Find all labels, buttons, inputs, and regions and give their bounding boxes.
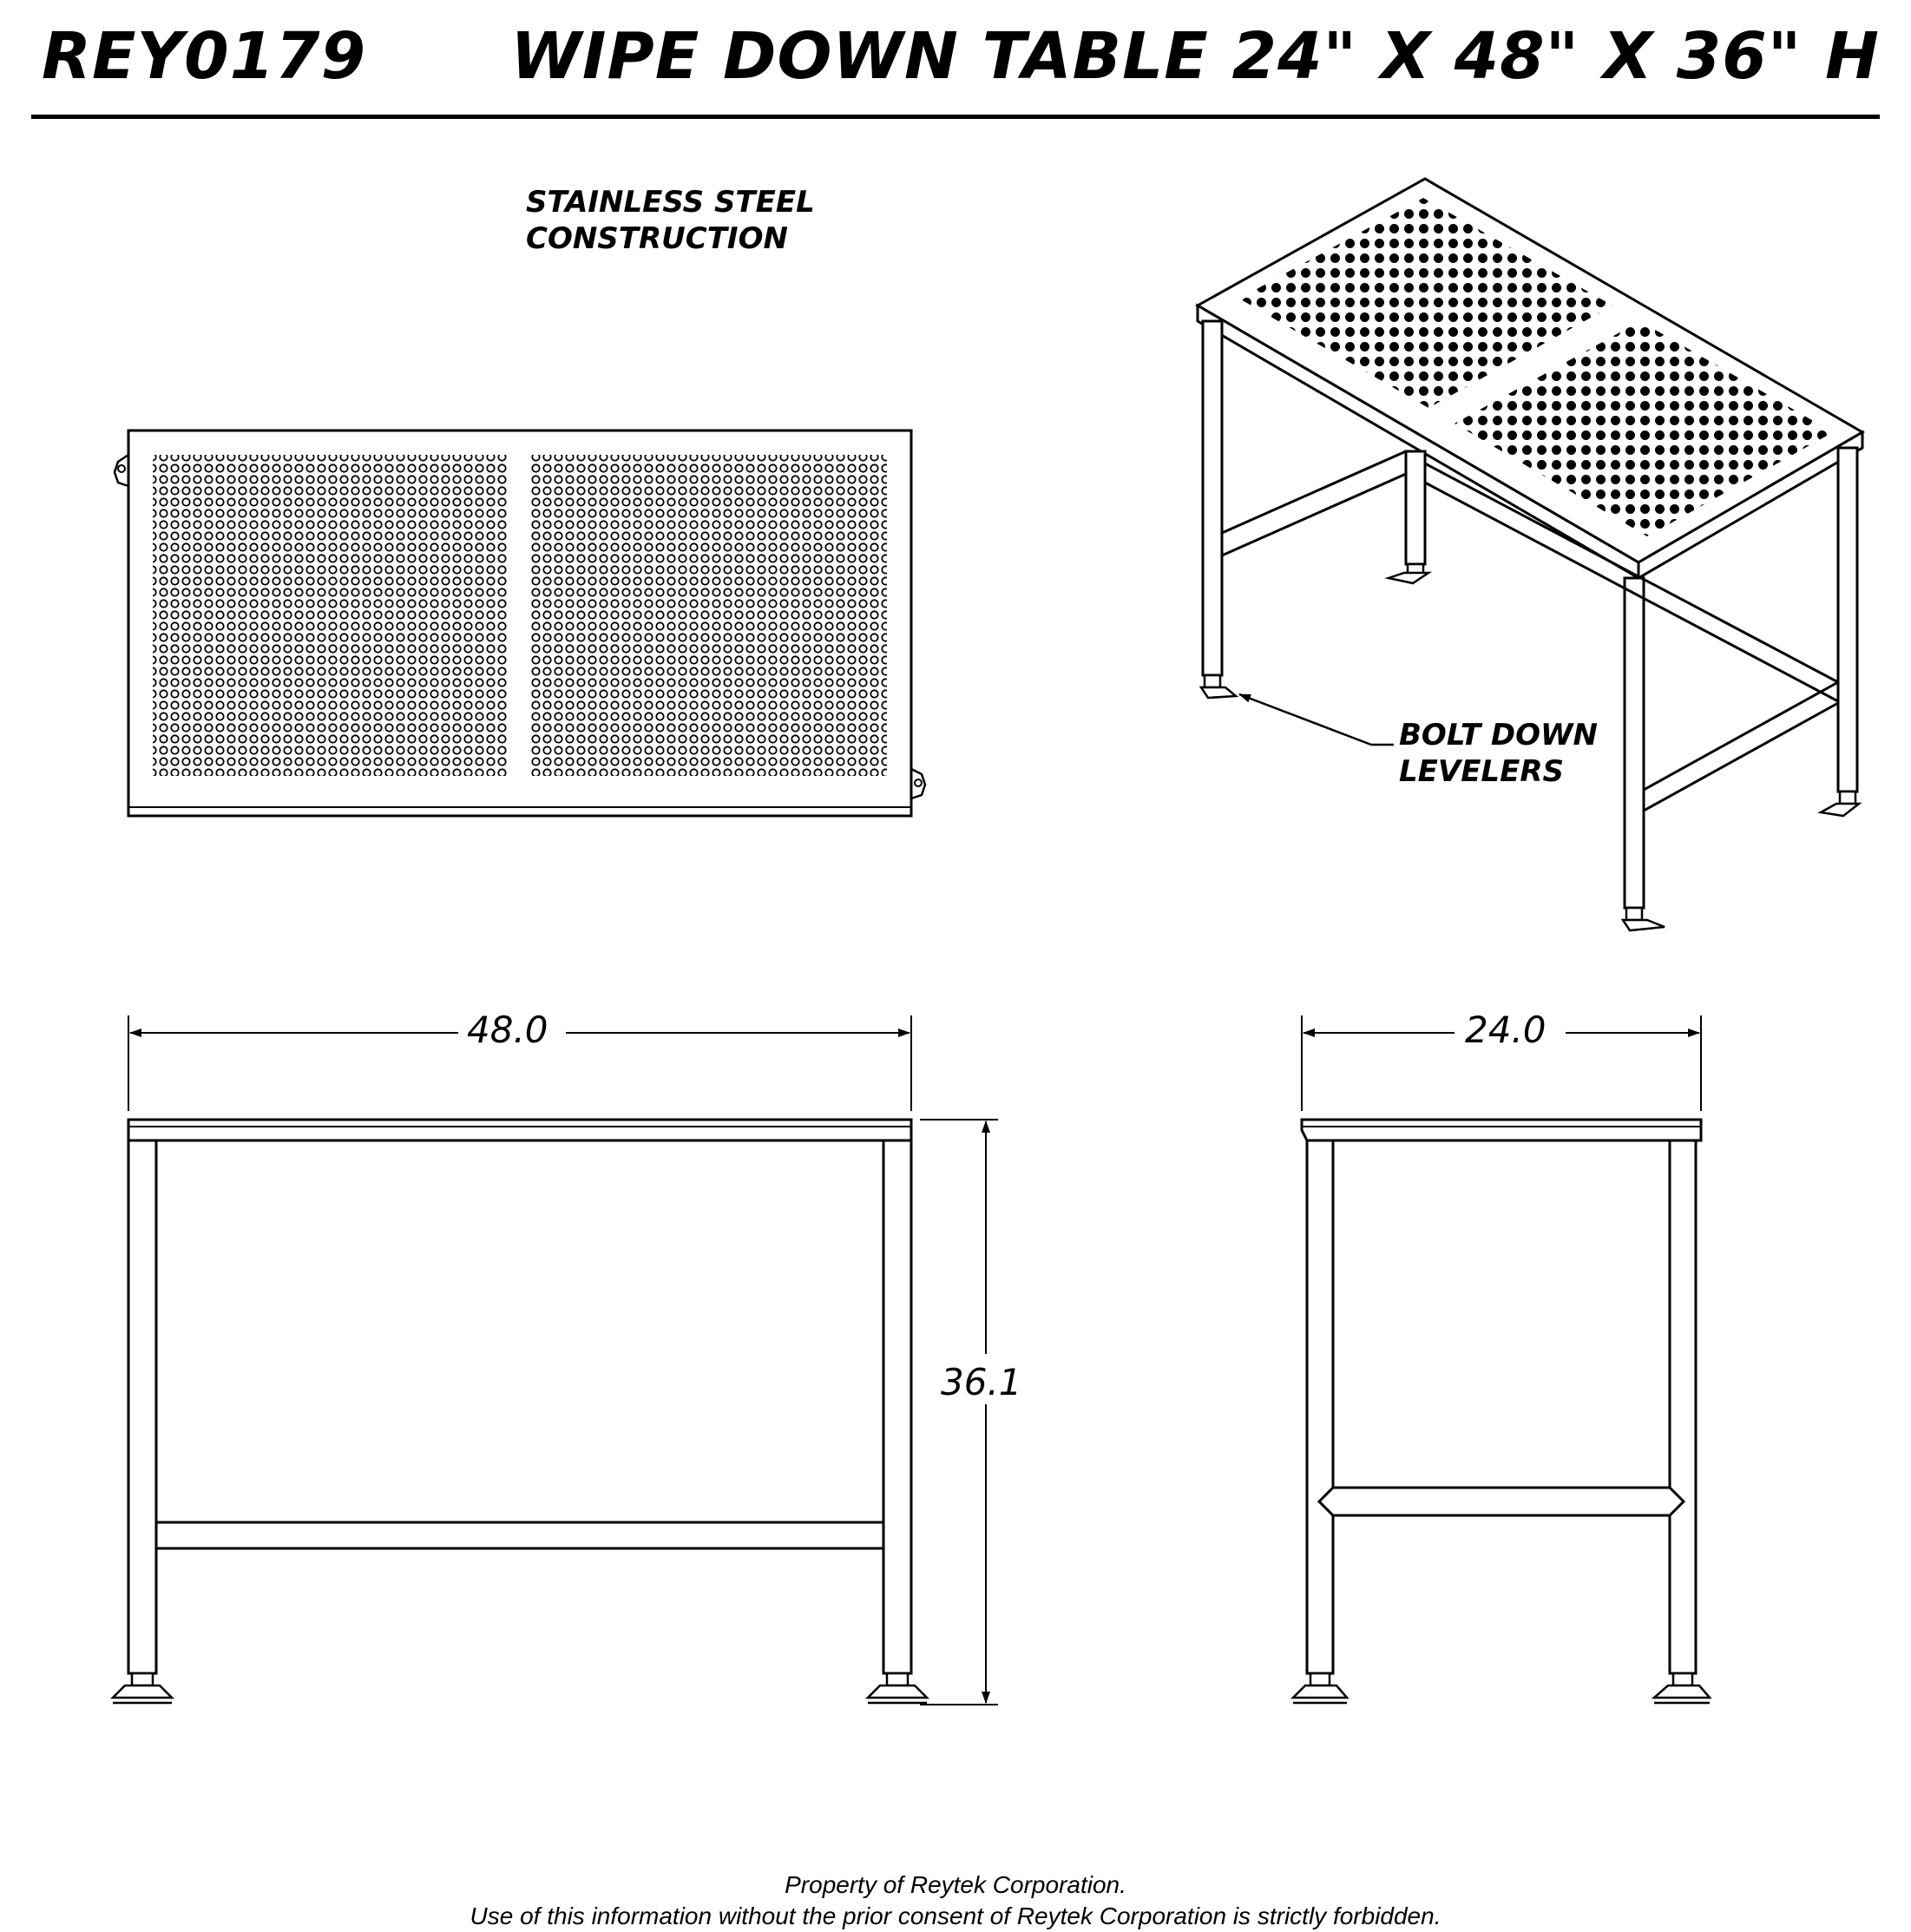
width-dimension-label: 48.0: [460, 1009, 555, 1051]
side-view-leveler-left: [1293, 1673, 1347, 1703]
perforated-panel-left: [153, 455, 509, 776]
iso-leveler-front-right: [1623, 908, 1665, 930]
iso-brace-right-upper: [1644, 682, 1838, 790]
front-view: [113, 1015, 998, 1705]
iso-leveler-back-left: [1389, 564, 1428, 583]
isometric-view: [1198, 179, 1862, 930]
bolt-hole-right: [915, 779, 922, 786]
top-view: [115, 430, 925, 816]
iso-brace-right-lower: [1644, 703, 1838, 811]
side-view: [1293, 1015, 1710, 1703]
front-view-leveler-left: [113, 1673, 172, 1703]
front-view-leg-right: [883, 1140, 911, 1673]
perforated-panel-right: [531, 455, 887, 776]
iso-brace-left-upper: [1222, 451, 1406, 533]
leveler-note-line1: BOLT DOWN: [1399, 718, 1598, 752]
side-view-leg-right: [1670, 1140, 1696, 1673]
side-view-brace: [1319, 1488, 1684, 1515]
height-dimension-label: 36.1: [941, 1361, 1022, 1403]
depth-dimension-label: 24.0: [1458, 1009, 1553, 1051]
bolt-tab-right: [911, 769, 925, 798]
front-view-leveler-right: [868, 1673, 927, 1703]
iso-brace-left-lower: [1222, 474, 1406, 555]
leveler-leader-arrow: [1239, 694, 1371, 745]
front-view-top: [128, 1120, 911, 1140]
iso-leveler-front-left: [1201, 675, 1236, 698]
front-view-leg-left: [128, 1140, 156, 1673]
iso-leg-back-right: [1838, 448, 1857, 792]
side-view-leg-left: [1307, 1140, 1333, 1673]
material-note-line2: CONSTRUCTION: [526, 221, 788, 256]
footer-line2: Use of this information without the prior consent of Reytek Corporation is strictly forbidden.: [470, 1902, 1441, 1929]
material-note: [526, 184, 815, 257]
iso-leg-front-left: [1203, 321, 1222, 675]
bolt-hole-left: [118, 465, 125, 472]
iso-leg-back-left: [1406, 451, 1425, 564]
iso-leveler-back-right: [1821, 792, 1859, 816]
bolt-tab-left: [115, 455, 128, 486]
side-view-top: [1302, 1120, 1701, 1140]
drawing-title: WIPE DOWN TABLE 24" X 48" X 36" H: [510, 19, 1880, 94]
side-view-leveler-right: [1654, 1673, 1710, 1703]
proprietary-footer: [0, 1870, 1911, 1932]
iso-leg-front-right: [1625, 578, 1644, 908]
leveler-note: [1399, 717, 1598, 790]
footer-line1: Property of Reytek Corporation.: [785, 1871, 1126, 1898]
front-view-brace: [156, 1522, 883, 1548]
material-note-line1: STAINLESS STEEL: [526, 185, 815, 220]
part-number: REY0179: [42, 19, 367, 94]
leveler-note-line2: LEVELERS: [1399, 754, 1564, 789]
